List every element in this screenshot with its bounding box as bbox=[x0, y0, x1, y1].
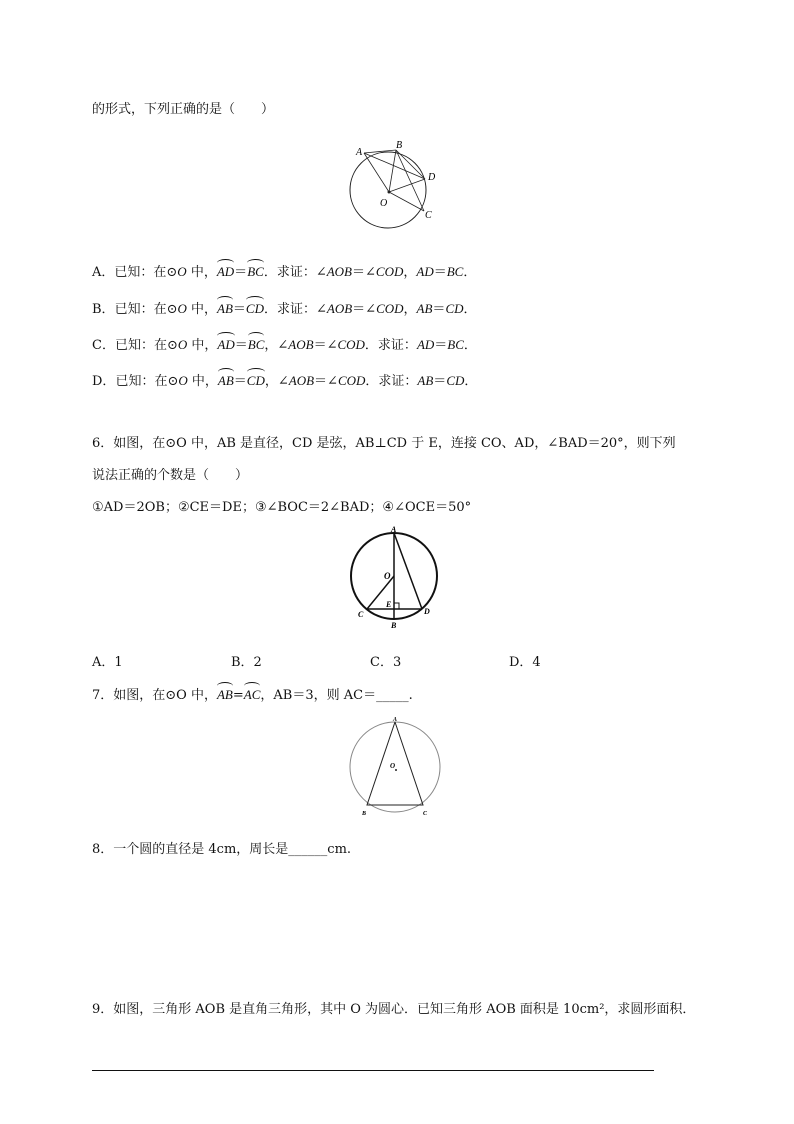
q6-label-e: E bbox=[386, 600, 392, 609]
q6-stem-line1: 6．如图，在⊙O 中，AB 是直径，CD 是弦，AB⊥CD 于 E，连接 CO、AD，∠BAD＝20°，则下列 bbox=[92, 436, 676, 451]
q6-label-o: O bbox=[384, 571, 391, 581]
q5-label-a: A bbox=[356, 147, 363, 158]
q7-label-b: B bbox=[362, 811, 367, 817]
q6-statements: ①AD＝2OB；②CE＝DE；③∠BOC＝2∠BAD；④∠OCE＝50° bbox=[92, 500, 472, 515]
q5-label-o: O bbox=[380, 198, 388, 209]
q5-label-d: D bbox=[428, 172, 436, 183]
q6-circle-figure bbox=[344, 524, 444, 632]
q5-label-c: C bbox=[425, 210, 432, 221]
q6-label-c: C bbox=[358, 610, 364, 619]
q6-choice-a: A．1 bbox=[92, 655, 123, 670]
q5-option-d: D．已知：在⊙O 中，AB＝CD，∠AOB＝∠COD．求证：AB＝CD． bbox=[92, 373, 478, 389]
q7-circle-figure bbox=[345, 714, 445, 822]
q6-label-d: D bbox=[424, 607, 430, 616]
q5-option-c: C．已知：在⊙O 中，AD＝BC，∠AOB＝∠COD．求证：AD＝BC． bbox=[92, 337, 477, 353]
intro-text: 的形式，下列正确的是（ ） bbox=[92, 102, 275, 117]
q5-circle-figure bbox=[340, 136, 450, 236]
q7-label-c: C bbox=[423, 811, 428, 817]
q7-label-a: A bbox=[393, 717, 398, 723]
q6-choice-d: D．4 bbox=[509, 655, 541, 670]
answer-line bbox=[92, 1070, 654, 1071]
q6-label-b: B bbox=[391, 621, 397, 630]
q6-stem-line2: 说法正确的个数是（ ） bbox=[92, 468, 249, 483]
q6-label-a: A bbox=[391, 525, 397, 534]
q9-stem: 9．如图，三角形 AOB 是直角三角形，其中 O 为圆心．已知三角形 AOB 面积是 10cm²，求圆形面积． bbox=[92, 1002, 696, 1017]
q5-label-b: B bbox=[396, 140, 403, 151]
q7-stem: 7．如图，在⊙O 中，AB=AC，AB＝3，则 AC＝_____. bbox=[92, 687, 413, 703]
q6-choice-c: C．3 bbox=[370, 655, 402, 670]
q8-stem: 8．一个圆的直径是 4cm，周长是______cm. bbox=[92, 842, 352, 857]
q6-choice-b: B．2 bbox=[231, 655, 262, 670]
q5-option-a: A．已知：在⊙O 中，AD＝BC．求证：∠AOB＝∠COD，AD＝BC． bbox=[92, 264, 477, 280]
q5-option-b: B．已知：在⊙O 中，AB＝CD．求证：∠AOB＝∠COD，AB＝CD． bbox=[92, 301, 477, 317]
q7-label-o: O bbox=[390, 762, 396, 770]
